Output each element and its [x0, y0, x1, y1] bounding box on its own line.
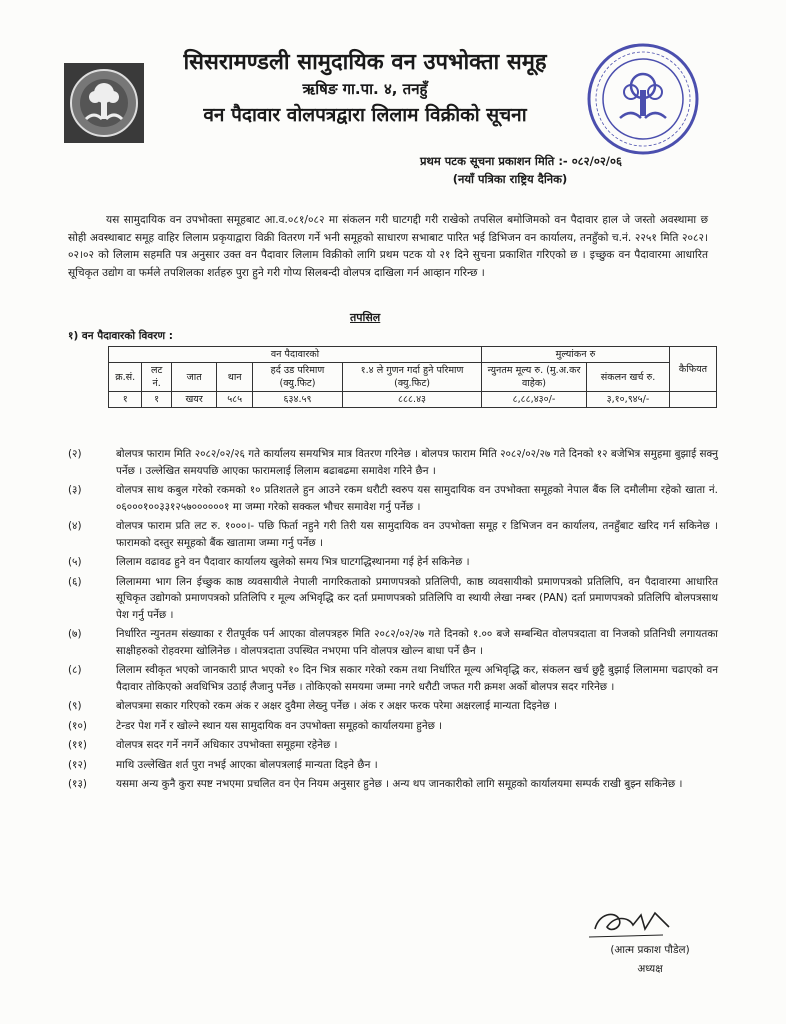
condition-text: लिलाम वढावढ हुने वन पैदावार कार्यालय खुलेको समय भित्र घाटगद्धिस्थानमा गई हेर्न सकिनेछ ।: [116, 556, 470, 568]
condition-number: (५): [68, 556, 82, 568]
table-header-lot: लट नं.: [142, 363, 171, 392]
cell-remarks: [670, 392, 717, 408]
intro-paragraph: यस सामुदायिक वन उपभोक्ता समूहबाट आ.व.०८१/०८२ मा संकलन गरी घाटगद्दी गरी राखेको तपसिल बमोजिमको वन पैदावार हाल जे जस्तो अवस्थामा छ सोही अवस्थाबाट समूह वाहिर लिलाम प्रकृयाद्वारा विक्री वितरण गर्ने भनी समूहको साधारण सभाबाट पारित भई डिभिजन वन कार्यालय, तनहुँको च.नं. २२५१ मिति २०८२।०२।०२ को लिलाम सहमति पत्र अनुसार उक्त वन पैदावार लिलाम विक्रीको लागि प्रथम पटक यो २१ दिने सुचना प्रकाशित गरिएको छ । इच्छुक वन पैदावारमा आधारित सूचिकृत उद्योग वा फर्मले तपशिलका शर्तहरु पुरा हुने गरी गोप्य सिलबन्दी वोलपत्र दाखिला गर्न आव्हान गरिन्छ ।: [68, 214, 708, 279]
condition-number: (४): [68, 520, 82, 532]
condition-text: यसमा अन्य कुनै कुरा स्पष्ट नभएमा प्रचलित वन ऐन नियम अनुसार हुनेछ । अन्य थप जानकारीको लागि समूहको कार्यालयमा सम्पर्क राखी बुझ्न सकिनेछ ।: [116, 778, 683, 790]
cell-min-price: ८,८८,४३०/-: [482, 392, 587, 408]
condition-number: (६): [68, 575, 82, 588]
condition-item: [68, 482, 718, 515]
table-header-sn: क्र.सं.: [109, 363, 142, 392]
publication-date: प्रथम पटक सूचना प्रकाशन मिति :- ०८२/०२/०६: [420, 154, 622, 168]
table-header-multiplied: १.४ ले गुणन गर्दा हुने परिमाण (क्यु.फिट): [343, 363, 482, 392]
details-heading: तपसिल: [350, 311, 381, 324]
condition-item: [68, 737, 718, 754]
condition-item: [68, 718, 718, 735]
section-1-heading: १) वन पैदावारको विवरण :: [68, 330, 173, 342]
table-header-min-price: न्युनतम मूल्य रु. (मु.अ.कर वाहेक): [482, 363, 587, 392]
condition-number: (२): [68, 448, 82, 460]
condition-text: लिलाममा भाग लिन ईच्छुक काष्ठ व्यवसायीले नेपाली नागरिकताको प्रमाणपत्रको प्रतिलिपी, काष्ठ व्यवसायीको प्रमाणपत्रको प्रतिलिपि, वन पैदावारमा आधारित सूचिकृत उद्योगको प्रमाणपत्रको प्रतिलिपि र मूल्य अभिवृद्धि कर दर्ता प्रमाणपत्रको प्रतिलिपि वा स्थायी लेखा नम्बर (PAN) दर्ता प्रमाणपत्रको प्रतिलिपि बोलपत्रसाथ पेश गर्नु पर्नेछ ।: [116, 575, 718, 621]
condition-number: (७): [68, 628, 82, 640]
table-header-species: जात: [171, 363, 217, 392]
condition-item: [68, 626, 718, 659]
table-header-collection-cost: संकलन खर्च रु.: [587, 363, 670, 392]
cell-volume: ६३४.५९: [252, 392, 342, 408]
tree-seal-icon: [586, 42, 700, 156]
condition-text: बोलपत्र फाराम मिति २०८२/०२/२६ गते कार्यालय समयभित्र मात्र वितरण गरिनेछ । बोलपत्र फाराम मिति २०८२/०२/२७ गते दिनको १२ बजेभित्र समुहमा बुझाई सक्नु पर्नेछ । उल्लेखित समयपछि आएका फारामलाई लिलाम बढाबढमा समावेश गरिने छैन ।: [116, 448, 718, 477]
table-header-volume: हर्द उड परिमाण (क्यु.फिट): [252, 363, 342, 392]
signatory-name: (आत्म प्रकाश पौडेल): [610, 944, 690, 956]
organization-address: ऋषिङ गा.पा. ४, तनहुँ: [302, 80, 428, 98]
table-remarks-header: कैफियत: [670, 347, 717, 392]
table-group-valuation: मुल्यांकन रु: [482, 347, 670, 363]
cell-sn: १: [109, 392, 142, 408]
cell-lot: १: [142, 392, 171, 408]
condition-item: [68, 518, 718, 551]
forest-produce-table: [108, 346, 717, 408]
condition-number: (१०): [68, 719, 87, 732]
tree-emblem-icon: [64, 63, 144, 143]
condition-item: [68, 446, 718, 479]
condition-text: लिलाम स्वीकृत भएको जानकारी प्राप्त भएको १० दिन भित्र सकार गरेको रकम तथा निर्धारित मूल्य अभिवृद्धि कर, संकलन खर्च छुट्टै बुझाई लिलाममा चढाएको वन पैदावार तोकिएको अवधिभित्र उठाई लैजानु पर्नेछ । तोकिएको समयमा जम्मा नगरे धरौटी जफत गरी क्रमश अर्को बोलपत्र सदर गरिनेछ ।: [116, 664, 718, 693]
condition-number: (९): [68, 700, 82, 712]
condition-text: वोलपत्र साथ कबुल गरेको रकमको १० प्रतिशतले हुन आउने रकम धरौटी स्वरुप यस सामुदायिक वन उपभोक्ता समूहको नेपाल बैंक लि दमौलीमा रहेको खाता नं. ०६०००१००३३१२५७००००००१ मा जम्मा गरेको सक्कल भौचर समावेश गर्नु पर्नेछ ।: [116, 484, 718, 513]
table-header-count: थान: [217, 363, 252, 392]
condition-item: [68, 698, 718, 715]
newspaper-name: (नयाँ पत्रिका राष्ट्रिय दैनिक): [452, 172, 568, 186]
table-row: [109, 392, 717, 408]
cell-collection-cost: ३,१०,९४५/-: [587, 392, 670, 408]
table-header-row: [109, 363, 717, 392]
condition-text: वोलपत्र सदर गर्ने नगर्ने अधिकार उपभोक्ता समूहमा रहेनेछ ।: [116, 739, 338, 751]
condition-text: निर्धारित न्युनतम संख्याका र रीतपूर्वक पर्न आएका वोलपत्रहरु मिति २०८२/०२/२७ गते दिनको १.०० बजे सम्बन्धित वोलपत्रदाता वा निजको प्रतिनिधी लगायतका साक्षीहरुको रोहवरमा खोलिनेछ । वोलपत्रदाता उपस्थित नभएमा पनि वोलपत्र खोल्न बाधा पर्ने छैन ।: [116, 628, 718, 657]
condition-number: (११): [68, 739, 87, 751]
signatory-role: अध्यक्ष: [637, 963, 663, 975]
cell-species: खयर: [171, 392, 217, 408]
cell-multiplied: ८८८.४३: [343, 392, 482, 408]
organization-title: सिसरामण्डली सामुदायिक वन उपभोक्ता समूह: [183, 50, 547, 75]
table-group-produce: वन पैदावारको: [109, 347, 482, 363]
condition-item: [68, 662, 718, 695]
condition-text: माथि उल्लेखित शर्त पुरा नभई आएका बोलपत्रलाई मान्यता दिइने छैन ।: [116, 758, 378, 771]
condition-number: (८): [68, 664, 82, 676]
condition-number: (१३): [68, 778, 87, 790]
cell-count: ५८५: [217, 392, 252, 408]
condition-item: [68, 574, 718, 624]
condition-item: [68, 757, 718, 774]
condition-number: (३): [68, 484, 82, 496]
notice-subtitle: वन पैदावार वोलपत्रद्वारा लिलाम विक्रीको सूचना: [203, 104, 527, 126]
condition-text: बोलपत्रमा सकार गरिएको रकम अंक र अक्षर दुवैमा लेख्नु पर्नेछ । अंक र अक्षर फरक परेमा अक्षरलाई मान्यता दिइनेछ ।: [116, 700, 557, 712]
table-group-header-row: [109, 347, 717, 363]
condition-text: टेन्डर पेश गर्ने र खोल्ने स्थान यस सामुदायिक वन उपभोक्ता समूहको कार्यालयमा हुनेछ ।: [116, 719, 443, 732]
condition-item: [68, 776, 718, 793]
condition-item: [68, 554, 718, 571]
condition-number: (१२): [68, 758, 87, 771]
conditions-list: [68, 446, 718, 796]
condition-text: वोलपत्र फाराम प्रति लट रु. १०००।- पछि फिर्ता नहुने गरी तिरी यस सामुदायिक वन उपभोक्ता समूह र डिभिजन वन कार्यालय, तनहुँबाट खरिद गर्न सकिनेछ । फारामको दस्तुर समूहको बैंक खातामा जम्मा गर्नु पर्नेछ ।: [116, 520, 718, 549]
signature-mark: [585, 905, 675, 941]
